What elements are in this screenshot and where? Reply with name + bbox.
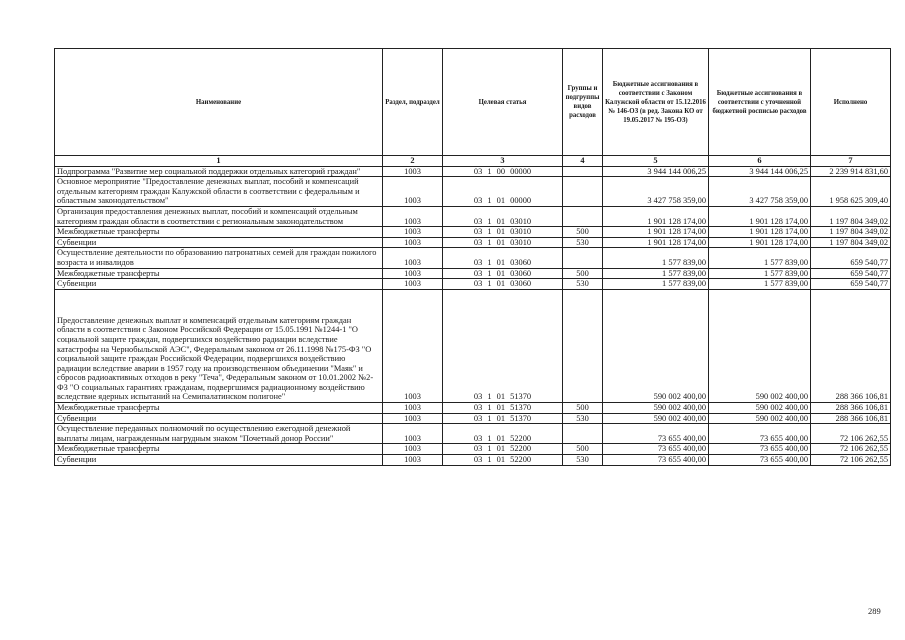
cell-target-article: 03 1 01 03010 xyxy=(443,227,563,238)
cell-section: 1003 xyxy=(383,237,443,248)
table-row xyxy=(55,227,891,238)
table-row xyxy=(55,455,891,466)
cell-target-article: 03 1 01 03060 xyxy=(443,279,563,290)
table-row xyxy=(55,279,891,290)
cell-target-article: 03 1 01 51370 xyxy=(443,289,563,402)
cell-law-allocation: 73 655 400,00 xyxy=(603,444,709,455)
table-row xyxy=(55,248,891,268)
cell-law-allocation: 1 901 128 174,00 xyxy=(603,206,709,226)
cell-target-article: 03 1 01 03010 xyxy=(443,206,563,226)
cell-roster-allocation: 590 002 400,00 xyxy=(709,403,811,414)
cell-executed: 288 366 106,81 xyxy=(811,289,891,402)
cell-section: 1003 xyxy=(383,424,443,444)
cell-roster-allocation: 1 577 839,00 xyxy=(709,279,811,290)
cell-executed: 659 540,77 xyxy=(811,268,891,279)
cell-target-article: 03 1 01 03060 xyxy=(443,268,563,279)
header-executed: Исполнено xyxy=(811,49,891,156)
cell-expense-group xyxy=(563,424,603,444)
cell-expense-group xyxy=(563,289,603,402)
header-section: Раздел, подраздел xyxy=(383,49,443,156)
cell-executed: 1 958 625 309,40 xyxy=(811,177,891,207)
cell-executed: 288 366 106,81 xyxy=(811,403,891,414)
cell-executed: 1 197 804 349,02 xyxy=(811,237,891,248)
cell-section: 1003 xyxy=(383,206,443,226)
cell-expense-group: 530 xyxy=(563,455,603,466)
cell-target-article: 03 1 01 51370 xyxy=(443,403,563,414)
cell-name: Предоставление денежных выплат и компенсаций отдельным категориям граждан области в соответствии с Законом Российской Федерации от 15.05.1991 №1244-1 "О социальной защите граждан, подвергшихся воздействию радиации вследствие катастрофы на Чернобыльской АЭС", Федеральным законом от 26.11.1998 №175-ФЗ "О социальной защите граждан Российской Федерации, подвергшихся воздействию радиации вследствие аварии в 1957 году на производственном объединении "Маяк" и сбросов радиоактивных отходов в реку "Теча", Федеральным законом от 10.01.2002 №2-ФЗ "О социальных гарантиях гражданам, подвергшимся радиационному воздействию вследствие ядерных испытаний на Семипалатинском полигоне" xyxy=(55,289,383,402)
cell-roster-allocation: 3 427 758 359,00 xyxy=(709,177,811,207)
cell-expense-group: 500 xyxy=(563,403,603,414)
cell-expense-group: 500 xyxy=(563,268,603,279)
cell-expense-group: 500 xyxy=(563,227,603,238)
budget-table xyxy=(54,48,891,466)
page-number: 289 xyxy=(868,606,881,616)
cell-law-allocation: 1 577 839,00 xyxy=(603,268,709,279)
column-number-row xyxy=(55,156,891,167)
cell-section: 1003 xyxy=(383,166,443,177)
cell-target-article: 03 1 01 52200 xyxy=(443,444,563,455)
cell-target-article: 03 1 01 52200 xyxy=(443,424,563,444)
table-row xyxy=(55,413,891,424)
cell-expense-group: 530 xyxy=(563,279,603,290)
cell-target-article: 03 1 01 51370 xyxy=(443,413,563,424)
column-number: 5 xyxy=(603,156,709,167)
cell-name: Субвенции xyxy=(55,237,383,248)
cell-expense-group: 530 xyxy=(563,413,603,424)
cell-executed: 288 366 106,81 xyxy=(811,413,891,424)
cell-law-allocation: 1 901 128 174,00 xyxy=(603,237,709,248)
cell-target-article: 03 1 00 00000 xyxy=(443,166,563,177)
cell-name: Межбюджетные трансферты xyxy=(55,227,383,238)
cell-law-allocation: 3 944 144 006,25 xyxy=(603,166,709,177)
cell-name: Субвенции xyxy=(55,455,383,466)
cell-name: Подпрограмма "Развитие мер социальной поддержки отдельных категорий граждан" xyxy=(55,166,383,177)
table-row xyxy=(55,424,891,444)
cell-law-allocation: 73 655 400,00 xyxy=(603,424,709,444)
cell-executed: 659 540,77 xyxy=(811,248,891,268)
cell-roster-allocation: 1 577 839,00 xyxy=(709,268,811,279)
cell-section: 1003 xyxy=(383,279,443,290)
cell-law-allocation: 1 577 839,00 xyxy=(603,248,709,268)
cell-name: Межбюджетные трансферты xyxy=(55,444,383,455)
cell-law-allocation: 590 002 400,00 xyxy=(603,403,709,414)
cell-name: Субвенции xyxy=(55,413,383,424)
cell-law-allocation: 1 901 128 174,00 xyxy=(603,227,709,238)
cell-law-allocation: 3 427 758 359,00 xyxy=(603,177,709,207)
header-name: Наименование xyxy=(55,49,383,156)
column-number: 1 xyxy=(55,156,383,167)
cell-expense-group: 500 xyxy=(563,444,603,455)
cell-section: 1003 xyxy=(383,289,443,402)
cell-roster-allocation: 3 944 144 006,25 xyxy=(709,166,811,177)
column-number: 3 xyxy=(443,156,563,167)
cell-name: Организация предоставления денежных выплат, пособий и компенсаций отдельным категориям граждан области в соответствии с региональным законодательством xyxy=(55,206,383,226)
header-roster-allocation: Бюджетные ассигнования в соответствии с уточненной бюджетной росписью расходов xyxy=(709,49,811,156)
cell-executed: 659 540,77 xyxy=(811,279,891,290)
cell-roster-allocation: 1 901 128 174,00 xyxy=(709,206,811,226)
cell-name: Межбюджетные трансферты xyxy=(55,403,383,414)
table-row xyxy=(55,177,891,207)
table-row xyxy=(55,268,891,279)
table-row xyxy=(55,444,891,455)
document-page xyxy=(54,48,890,466)
cell-name: Основное мероприятие "Предоставление денежных выплат, пособий и компенсаций отдельным категориям граждан Калужской области в соответствии с федеральным и областным законодательством" xyxy=(55,177,383,207)
cell-section: 1003 xyxy=(383,455,443,466)
cell-law-allocation: 1 577 839,00 xyxy=(603,279,709,290)
cell-executed: 2 239 914 831,60 xyxy=(811,166,891,177)
cell-section: 1003 xyxy=(383,444,443,455)
table-row xyxy=(55,166,891,177)
cell-section: 1003 xyxy=(383,403,443,414)
cell-roster-allocation: 73 655 400,00 xyxy=(709,455,811,466)
cell-target-article: 03 1 01 03010 xyxy=(443,237,563,248)
cell-name: Осуществление деятельности по образованию патронатных семей для граждан пожилого возраста и инвалидов xyxy=(55,248,383,268)
cell-name: Субвенции xyxy=(55,279,383,290)
table-row xyxy=(55,237,891,248)
cell-roster-allocation: 590 002 400,00 xyxy=(709,289,811,402)
cell-executed: 72 106 262,55 xyxy=(811,455,891,466)
column-number: 6 xyxy=(709,156,811,167)
cell-law-allocation: 590 002 400,00 xyxy=(603,289,709,402)
cell-expense-group: 530 xyxy=(563,237,603,248)
cell-executed: 1 197 804 349,02 xyxy=(811,227,891,238)
cell-executed: 72 106 262,55 xyxy=(811,424,891,444)
cell-expense-group xyxy=(563,206,603,226)
cell-section: 1003 xyxy=(383,248,443,268)
cell-target-article: 03 1 01 03060 xyxy=(443,248,563,268)
cell-expense-group xyxy=(563,248,603,268)
cell-expense-group xyxy=(563,166,603,177)
cell-law-allocation: 590 002 400,00 xyxy=(603,413,709,424)
cell-target-article: 03 1 01 52200 xyxy=(443,455,563,466)
cell-expense-group xyxy=(563,177,603,207)
cell-section: 1003 xyxy=(383,227,443,238)
cell-section: 1003 xyxy=(383,413,443,424)
cell-name: Межбюджетные трансферты xyxy=(55,268,383,279)
cell-roster-allocation: 73 655 400,00 xyxy=(709,444,811,455)
cell-roster-allocation: 73 655 400,00 xyxy=(709,424,811,444)
cell-target-article: 03 1 01 00000 xyxy=(443,177,563,207)
column-number: 7 xyxy=(811,156,891,167)
column-number: 4 xyxy=(563,156,603,167)
column-number: 2 xyxy=(383,156,443,167)
header-law-allocation: Бюджетные ассигнования в соответствии с Законом Калужской области от 15.12.2016 № 146-ОЗ (в ред. Закона КО от 19.05.2017 № 195-ОЗ) xyxy=(603,49,709,156)
header-row xyxy=(55,49,891,156)
header-target-article: Целевая статья xyxy=(443,49,563,156)
header-expense-group: Группы и подгруппы видов расходов xyxy=(563,49,603,156)
cell-roster-allocation: 1 901 128 174,00 xyxy=(709,237,811,248)
cell-name: Осуществление переданных полномочий по осуществлению ежегодной денежной выплаты лицам, награжденным нагрудным знаком "Почетный донор России" xyxy=(55,424,383,444)
cell-roster-allocation: 590 002 400,00 xyxy=(709,413,811,424)
cell-executed: 1 197 804 349,02 xyxy=(811,206,891,226)
cell-section: 1003 xyxy=(383,177,443,207)
table-row xyxy=(55,206,891,226)
table-row xyxy=(55,289,891,402)
cell-section: 1003 xyxy=(383,268,443,279)
table-body xyxy=(55,166,891,465)
table-row xyxy=(55,403,891,414)
cell-roster-allocation: 1 577 839,00 xyxy=(709,248,811,268)
cell-law-allocation: 73 655 400,00 xyxy=(603,455,709,466)
cell-executed: 72 106 262,55 xyxy=(811,444,891,455)
cell-roster-allocation: 1 901 128 174,00 xyxy=(709,227,811,238)
